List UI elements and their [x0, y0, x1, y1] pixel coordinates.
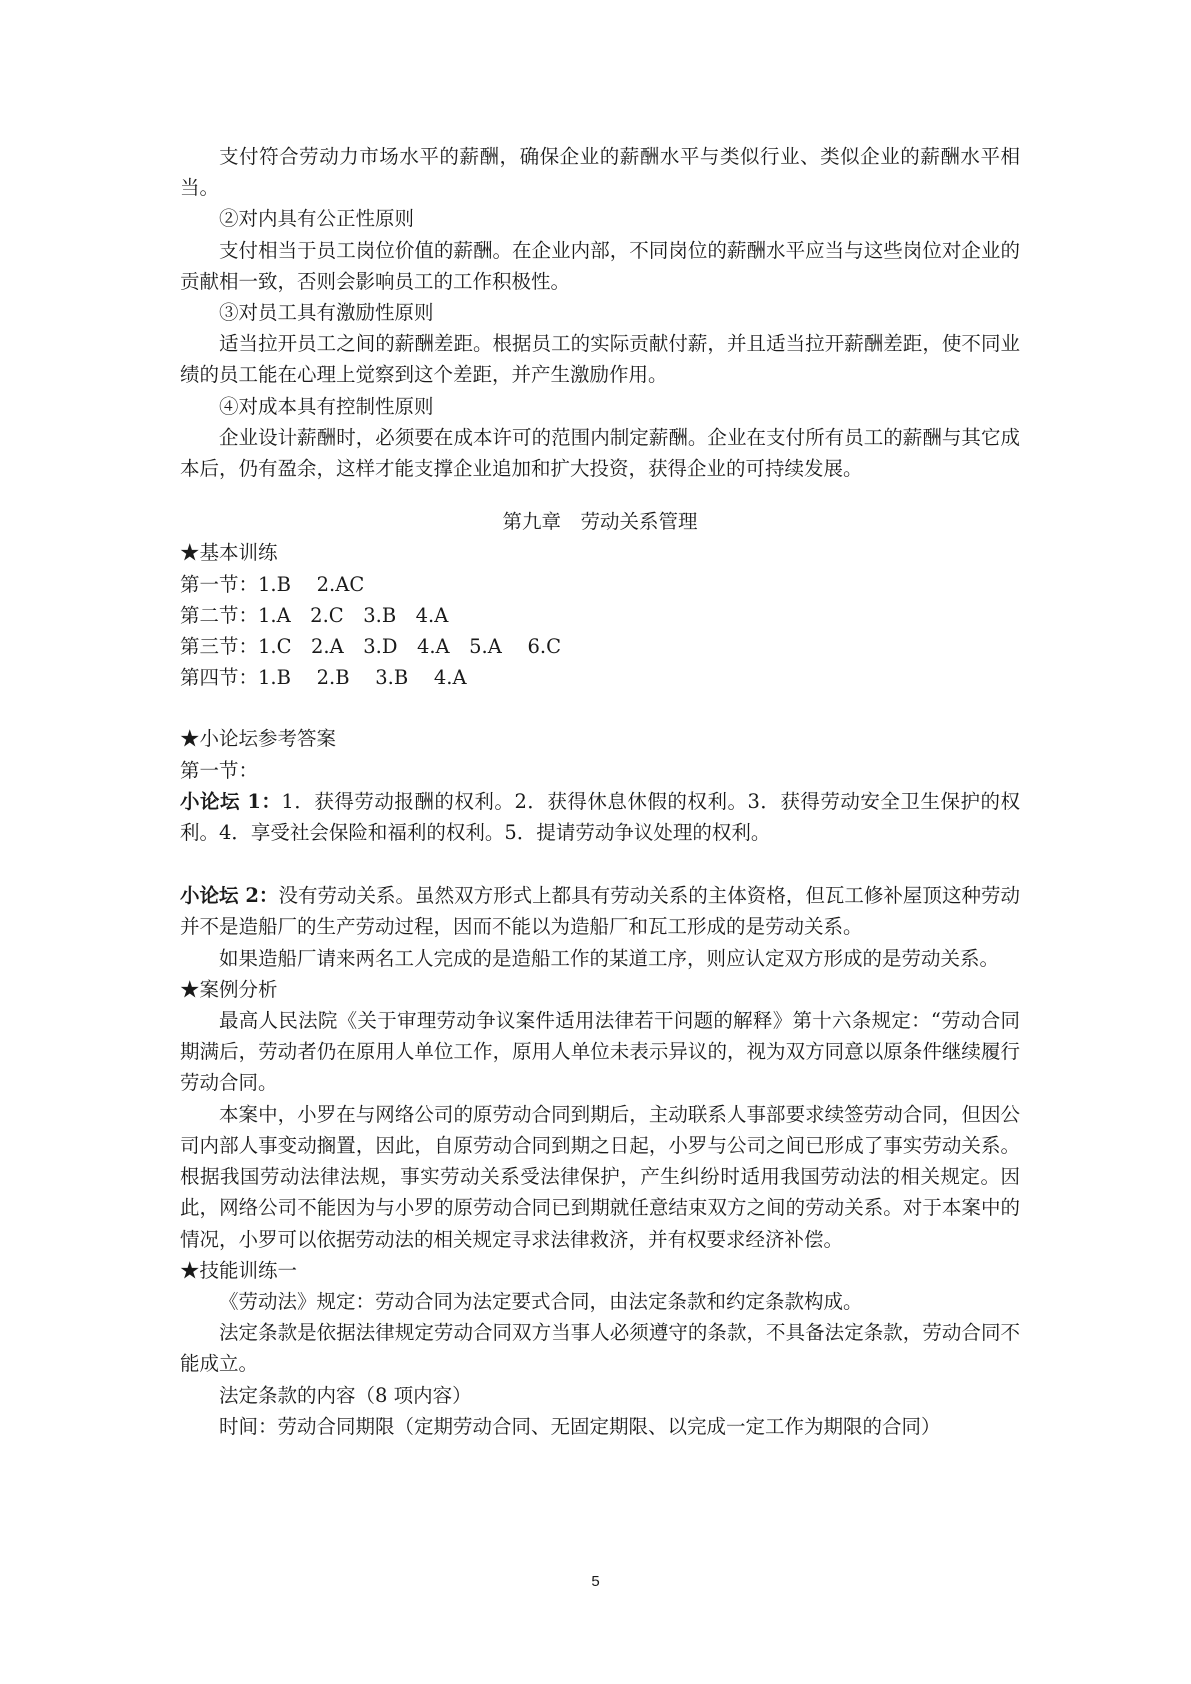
paragraph: 企业设计薪酬时，必须要在成本许可的范围内制定薪酬。企业在支付所有员工的薪酬与其它成本后，仍有盈余，这样才能支撑企业追加和扩大投资，获得企业的可持续发展。 [180, 425, 1020, 481]
principle-heading: ④对成本具有控制性原则 [219, 394, 434, 418]
paragraph: 支付相当于员工岗位价值的薪酬。在企业内部，不同岗位的薪酬水平应当与这些岗位对企业的贡献相一致，否则会影响员工的工作积极性。 [180, 238, 1020, 293]
forum-label: 小论坛 2： [180, 884, 279, 908]
paragraph: 时间：劳动合同期限（定期劳动合同、无固定期限、以完成一定工作为期限的合同） [219, 1414, 941, 1438]
forum-text: 没有劳动关系。虽然双方形式上都具有劳动关系的主体资格，但瓦工修补屋顶这种劳动并不是造船厂的生产劳动过程，因而不能以为造船厂和瓦工形成的是劳动关系。 [180, 884, 1020, 939]
answer-row: 第三节：1.C 2.A 3.D 4.A 5.A 6.C [180, 635, 562, 659]
paragraph: 本案中，小罗在与网络公司的原劳动合同到期后，主动联系人事部要求续签劳动合同，但因公司内部人事变动搁置，因此，自原劳动合同到期之日起，小罗与公司之间已形成了事实劳动关系。根据我国劳动法律法规，事实劳动关系受法律保护，产生纠纷时适用我国劳动法的相关规定。因此，网络公司不能因为与小罗的原劳动合同已到期就任意结束双方之间的劳动关系。对于本案中的情况，小罗可以依据劳动法的相关规定寻求法律救济，并有权要求经济补偿。 [180, 1102, 1020, 1251]
paragraph: 法定条款的内容（8 项内容） [219, 1383, 472, 1407]
spacer [180, 484, 1020, 506]
section-heading-basic-training: ★基本训练 [180, 541, 278, 565]
section-heading-case: ★案例分析 [180, 977, 278, 1001]
forum-section-label: 第一节： [180, 758, 259, 782]
principle-heading: ③对员工具有激励性原则 [219, 301, 434, 325]
principle-heading: ②对内具有公正性原则 [219, 207, 415, 231]
paragraph: 支付符合劳动力市场水平的薪酬，确保企业的薪酬水平与类似行业、类似企业的薪酬水平相当。 [180, 145, 1020, 200]
paragraph: 法定条款是依据法律规定劳动合同双方当事人必须遵守的条款，不具备法定条款，劳动合同不能成立。 [180, 1321, 1020, 1376]
paragraph: 《劳动法》规定：劳动合同为法定要式合同，由法定条款和约定条款构成。 [219, 1289, 863, 1313]
forum-label: 小论坛 1： [180, 789, 282, 813]
paragraph: 最高人民法院《关于审理劳动争议案件适用法律若干问题的解释》第十六条规定：“劳动合同期满后，劳动者仍在原用人单位工作，原用人单位未表示异议的，视为双方同意以原条件继续履行劳动合同。 [180, 1009, 1020, 1095]
answer-row: 第四节：1.B 2.B 3.B 4.A [180, 666, 467, 690]
chapter-title: 第九章 劳动关系管理 [502, 510, 698, 534]
paragraph: 如果造船厂请来两名工人完成的是造船工作的某道工序，则应认定双方形成的是劳动关系。 [219, 946, 1000, 970]
page-content [180, 141, 1020, 1442]
forum-answer-1 [180, 786, 1020, 848]
section-heading-forum: ★小论坛参考答案 [180, 727, 337, 751]
answer-row: 第一节：1.B 2.AC [180, 572, 365, 596]
spacer [180, 848, 1020, 880]
forum-text: 1．获得劳动报酬的权利。2．获得休息休假的权利。3．获得劳动安全卫生保护的权利。4．享受社会保险和福利的权利。5．提请劳动争议处理的权利。 [180, 789, 1020, 845]
forum-answer-2 [180, 880, 1020, 942]
page-number: 5 [591, 1573, 600, 1590]
section-heading-skill: ★技能训练一 [180, 1258, 298, 1282]
spacer [180, 693, 1020, 723]
paragraph: 适当拉开员工之间的薪酬差距。根据员工的实际贡献付薪，并且适当拉开薪酬差距，使不同业绩的员工能在心理上觉察到这个差距，并产生激励作用。 [180, 332, 1020, 387]
answer-row: 第二节：1.A 2.C 3.B 4.A [180, 603, 449, 627]
